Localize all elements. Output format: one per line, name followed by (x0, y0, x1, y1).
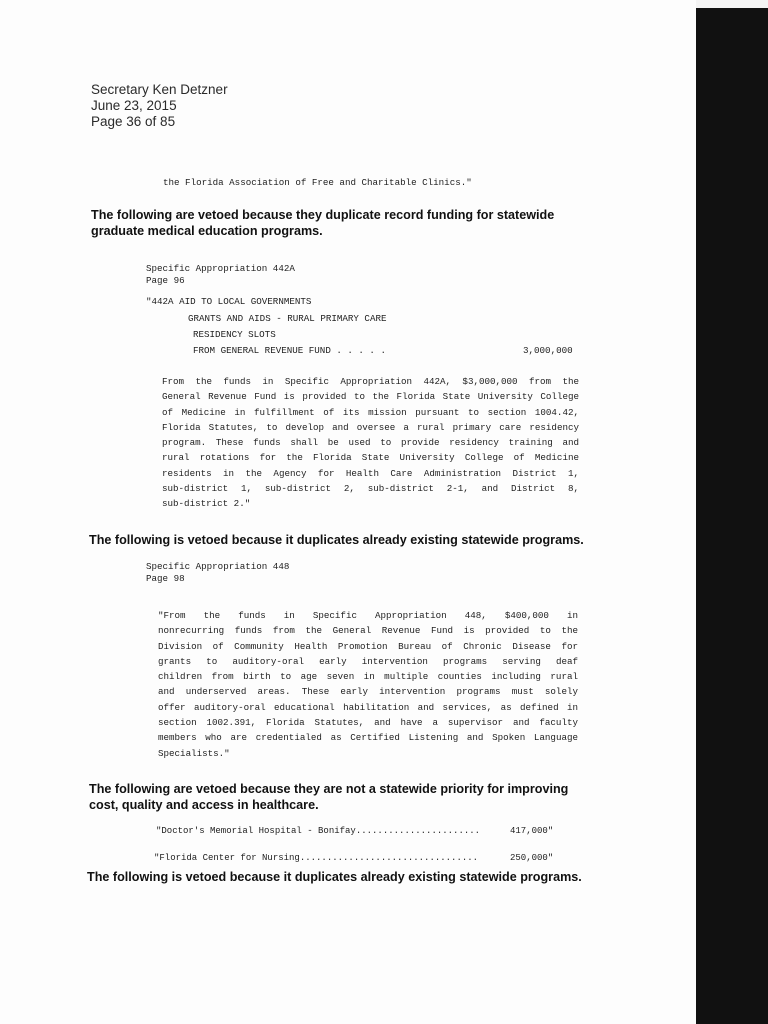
recipient-line: Secretary Ken Detzner (91, 82, 228, 97)
paragraph-line: nonrecurring funds from the General Revenue Fund is provided to the (158, 625, 578, 637)
item-title: "442A AID TO LOCAL GOVERNMENTS (146, 296, 312, 307)
paragraph-line: residents in the Agency for Health Care Administration District 1, (162, 467, 579, 479)
continuation-line: the Florida Association of Free and Charitable Clinics." (163, 177, 472, 188)
scan-top-edge (696, 0, 768, 8)
paragraph-line: sub-district 2." (162, 498, 251, 510)
heading-line: The following are vetoed because they duplicate record funding for statewide (91, 208, 555, 222)
item-subtitle: GRANTS AND AIDS - RURAL PRIMARY CARE (188, 313, 387, 324)
section-heading-3 (89, 781, 568, 813)
paragraph-line: children from birth to age seven in multiple counties including rural (158, 671, 578, 683)
item-subtitle: RESIDENCY SLOTS (193, 329, 276, 340)
appropriation-reference-2 (146, 561, 289, 585)
item-fund-source: FROM GENERAL REVENUE FUND . . . . . (193, 345, 386, 356)
appropriation-page: Page 98 (146, 573, 185, 584)
paragraph-line: and underserved areas. These early intervention programs must solely (158, 686, 578, 698)
paragraph-line: From the funds in Specific Appropriation 442A, $3,000,000 from the (162, 376, 579, 387)
line-item-amount: 417,000" (510, 826, 554, 836)
appropriation-number: Specific Appropriation 448 (146, 561, 290, 572)
appropriation-page: Page 96 (146, 275, 185, 286)
paragraph-line: rural rotations for the Florida State University College of Medicine (162, 452, 579, 464)
scan-edge-bar (696, 8, 768, 1024)
heading-line: cost, quality and access in healthcare. (89, 798, 319, 812)
appropriation-number: Specific Appropriation 442A (146, 263, 295, 274)
paragraph-line: sub-district 1, sub-district 2, sub-district 2-1, and District 8, (162, 483, 579, 495)
paragraph-line: section 1002.391, Florida Statutes, and have a supervisor and faculty (158, 717, 578, 729)
item-amount: 3,000,000 (523, 345, 573, 356)
paragraph-line: Florida Statutes, to develop and oversee a rural primary care residency (162, 421, 579, 433)
line-item-amount: 250,000" (510, 853, 554, 863)
page-number: Page 36 of 85 (91, 114, 176, 129)
letter-header (91, 82, 228, 130)
date-line: June 23, 2015 (91, 98, 177, 113)
heading-line: The following is vetoed because it duplicates already existing statewide programs. (89, 533, 584, 547)
heading-line: The following are vetoed because they are not a statewide priority for improving (89, 782, 569, 796)
paragraph-line: "From the funds in Specific Appropriation 448, $400,000 in (158, 610, 578, 621)
appropriation-reference-1 (146, 263, 295, 287)
heading-line: graduate medical education programs. (91, 224, 323, 238)
proviso-paragraph-1 (162, 374, 579, 512)
paragraph-line: of Medicine in fulfillment of its mission pursuant to section 1004.42, (162, 406, 579, 418)
paragraph-line: Specialists." (158, 747, 230, 759)
section-heading-2 (89, 532, 584, 548)
heading-line: The following is vetoed because it duplicates already existing statewide programs. (87, 870, 582, 884)
paragraph-line: grants to auditory-oral early intervention programs serving deaf (158, 655, 578, 667)
line-item-label: "Doctor's Memorial Hospital - Bonifay....................... (156, 826, 481, 836)
section-heading-1 (91, 207, 554, 239)
paragraph-line: General Revenue Fund is provided to the Florida State University College (162, 391, 579, 403)
paragraph-line: Division of Community Health Promotion Bureau of Chronic Disease for (158, 640, 578, 652)
section-heading-4 (87, 869, 582, 885)
paragraph-line: offer auditory-oral educational habilitation and services, as defined in (158, 701, 578, 713)
paragraph-line: program. These funds shall be used to provide residency training and (162, 437, 579, 449)
proviso-paragraph-2 (158, 608, 578, 761)
line-item-label: "Florida Center for Nursing................................. (154, 853, 479, 863)
paragraph-line: members who are credentialed as Certified Listening and Spoken Language (158, 732, 578, 744)
